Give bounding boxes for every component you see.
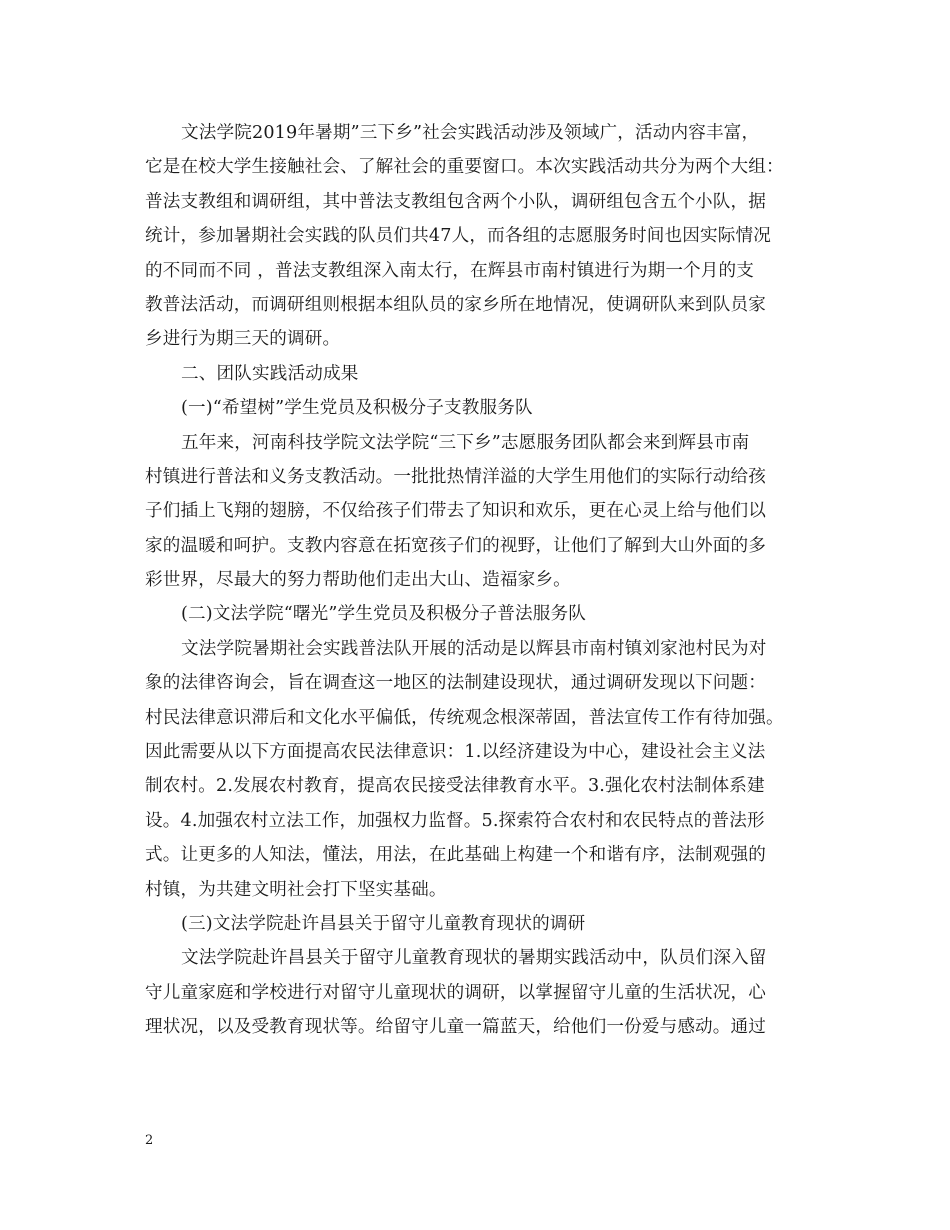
text-line: 理状况，以及受教育现状等。给留守儿童一篇蓝天，给他们一份爱与感动。通过 <box>145 1017 767 1038</box>
text-line: 教普法活动，而调研组则根据本组队员的家乡所在地情况，使调研队来到队员家 <box>145 294 767 315</box>
text-line: 文法学院赴许昌县关于留守儿童教育现状的暑期实践活动中，队员们深入留 <box>181 948 767 969</box>
text-line: 五年来，河南科技学院文法学院“三下乡”志愿服务团队都会来到辉县市南 <box>181 432 750 453</box>
text-line: 村镇进行普法和义务支教活动。一批批热情洋溢的大学生用他们的实际行动给孩 <box>145 466 767 487</box>
text-line: 设。4.加强农村立法工作，加强权力监督。5.探索符合农村和农民特点的普法形 <box>145 810 765 831</box>
text-line: 家的温暖和呵护。支教内容意在拓宽孩子们的视野，让他们了解到大山外面的多 <box>145 535 767 556</box>
text-line: 普法支教组和调研组，其中普法支教组包含两个小队，调研组包含五个小队，据 <box>145 191 767 212</box>
text-line: 乡进行为期三天的调研。 <box>145 329 341 350</box>
document-body <box>145 116 807 1045</box>
text-line: 彩世界，尽最大的努力帮助他们走出大山、造福家乡。 <box>145 570 571 591</box>
text-line: 村镇，为共建文明社会打下坚实基础。 <box>145 879 447 900</box>
text-line: 文法学院2019年暑期”三下乡”社会实践活动涉及领域广，活动内容丰富， <box>181 123 760 143</box>
text-line: 文法学院暑期社会实践普法队开展的活动是以辉县市南村镇刘家池村民为对 <box>181 638 767 659</box>
text-line: 二、团队实践活动成果 <box>181 363 359 384</box>
text-line: (三)文法学院赴许昌县关于留守儿童教育现状的调研 <box>181 913 586 934</box>
text-line: (二)文法学院“曙光”学生党员及积极分子普法服务队 <box>181 604 586 625</box>
text-line: 统计，参加暑期社会实践的队员们共47人，而各组的志愿服务时间也因实际情况 <box>145 226 771 247</box>
text-line: 象的法律咨询会，旨在调查这一地区的法制建设现状，通过调研发现以下问题： <box>145 673 767 694</box>
text-line: 村民法律意识滞后和文化水平偏低，传统观念根深蒂固，普法宣传工作有待加强。 <box>145 707 784 728</box>
text-line: 的不同而不同 ，普法支教组深入南太行，在辉县市南村镇进行为期一个月的支 <box>145 260 755 281</box>
text-line: 它是在校大学生接触社会、了解社会的重要窗口。本次实践活动共分为两个大组： <box>145 157 784 178</box>
page-number: 2 <box>145 1133 154 1148</box>
text-line: 子们插上飞翔的翅膀，不仅给孩子们带去了知识和欢乐，更在心灵上给与他们以 <box>145 501 767 522</box>
text-line: 制农村。2.发展农村教育，提高农民接受法律教育水平。3.强化农村法制体系建 <box>145 776 765 797</box>
text-line: 守儿童家庭和学校进行对留守儿童现状的调研，以掌握留守儿童的生活状况，心 <box>145 982 767 1003</box>
text-line: 因此需要从以下方面提高农民法律意识：1.以经济建设为中心，建设社会主义法 <box>145 742 766 763</box>
text-line: (一)“希望树”学生党员及积极分子支教服务队 <box>181 398 533 419</box>
text-line: 式。让更多的人知法，懂法，用法，在此基础上构建一个和谐有序，法制观强的 <box>145 845 767 866</box>
